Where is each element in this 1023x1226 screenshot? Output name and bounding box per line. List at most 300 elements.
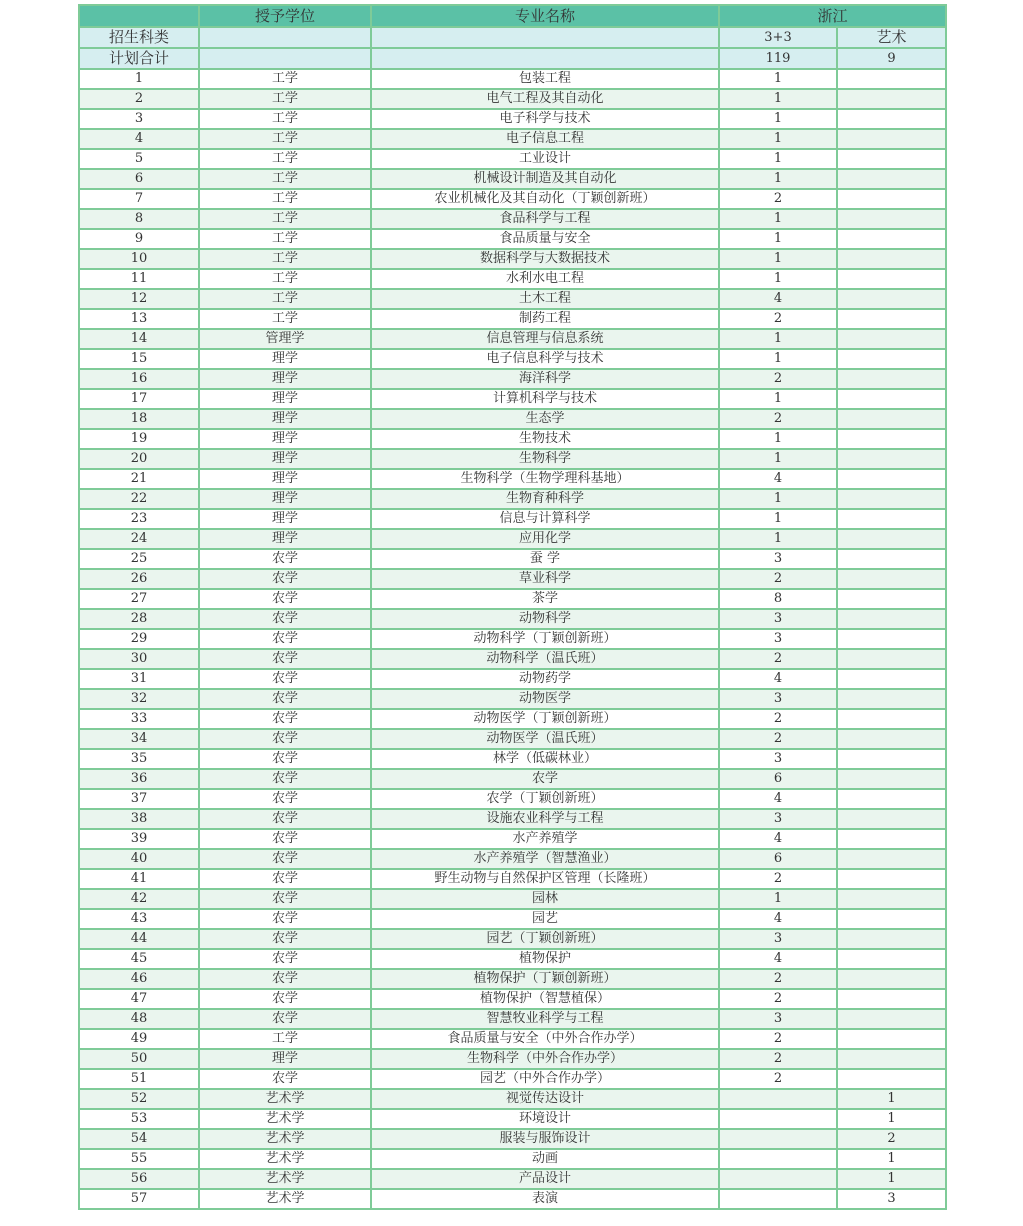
row-number: 28 [79, 609, 199, 629]
row-number: 33 [79, 709, 199, 729]
row-degree: 艺术学 [199, 1109, 371, 1129]
table-row [79, 469, 946, 489]
row-number: 51 [79, 1069, 199, 1089]
row-number: 17 [79, 389, 199, 409]
row-degree: 工学 [199, 129, 371, 149]
row-degree: 农学 [199, 769, 371, 789]
header-cell-major: 专业名称 [371, 5, 719, 27]
row-number: 3 [79, 109, 199, 129]
table-row [79, 1189, 946, 1209]
row-number: 56 [79, 1169, 199, 1189]
table-row [79, 669, 946, 689]
table-row [79, 629, 946, 649]
row-quota-33: 1 [719, 889, 837, 909]
row-quota-33: 3 [719, 929, 837, 949]
row-quota-33: 1 [719, 109, 837, 129]
table-row [79, 429, 946, 449]
row-quota-33 [719, 1189, 837, 1209]
row-quota-art [837, 869, 946, 889]
row-quota-33: 1 [719, 329, 837, 349]
row-major: 视觉传达设计 [371, 1089, 719, 1109]
row-number: 40 [79, 849, 199, 869]
row-degree: 艺术学 [199, 1129, 371, 1149]
row-major: 水利水电工程 [371, 269, 719, 289]
row-degree: 农学 [199, 809, 371, 829]
row-quota-art [837, 549, 946, 569]
table-row [79, 789, 946, 809]
row-number: 18 [79, 409, 199, 429]
row-degree: 农学 [199, 629, 371, 649]
row-quota-art [837, 389, 946, 409]
row-major: 信息管理与信息系统 [371, 329, 719, 349]
row-number: 34 [79, 729, 199, 749]
row-degree: 农学 [199, 789, 371, 809]
row-degree: 理学 [199, 349, 371, 369]
row-quota-33: 4 [719, 949, 837, 969]
table-row [79, 1069, 946, 1089]
row-major: 动物科学（丁颖创新班） [371, 629, 719, 649]
row-number: 55 [79, 1149, 199, 1169]
table-row [79, 449, 946, 469]
table-row [79, 1029, 946, 1049]
table-row [79, 1129, 946, 1149]
category-degree-blank [199, 27, 371, 48]
category-major-blank [371, 27, 719, 48]
row-degree: 理学 [199, 509, 371, 529]
row-major: 制药工程 [371, 309, 719, 329]
row-quota-art [837, 249, 946, 269]
row-quota-33: 3 [719, 809, 837, 829]
table-row [79, 609, 946, 629]
table-row [79, 389, 946, 409]
row-quota-art [837, 289, 946, 309]
row-quota-art [837, 329, 946, 349]
row-degree: 农学 [199, 949, 371, 969]
row-quota-33: 4 [719, 669, 837, 689]
table-row [79, 989, 946, 1009]
row-number: 35 [79, 749, 199, 769]
row-degree: 农学 [199, 829, 371, 849]
row-quota-art [837, 829, 946, 849]
row-major: 信息与计算科学 [371, 509, 719, 529]
row-degree: 农学 [199, 729, 371, 749]
row-major: 土木工程 [371, 289, 719, 309]
row-major: 动物药学 [371, 669, 719, 689]
row-degree: 农学 [199, 929, 371, 949]
row-quota-art [837, 89, 946, 109]
row-quota-art [837, 69, 946, 89]
row-quota-art [837, 989, 946, 1009]
row-major: 园艺 [371, 909, 719, 929]
row-degree: 理学 [199, 429, 371, 449]
row-quota-art [837, 189, 946, 209]
row-quota-art [837, 429, 946, 449]
table-row [79, 409, 946, 429]
row-major: 园艺（中外合作办学） [371, 1069, 719, 1089]
row-degree: 理学 [199, 469, 371, 489]
row-quota-art [837, 849, 946, 869]
row-major: 电子信息科学与技术 [371, 349, 719, 369]
row-quota-33: 1 [719, 249, 837, 269]
category-label: 招生科类 [79, 27, 199, 48]
table-row [79, 809, 946, 829]
row-quota-33: 2 [719, 1029, 837, 1049]
row-number: 52 [79, 1089, 199, 1109]
row-degree: 工学 [199, 149, 371, 169]
row-quota-33: 1 [719, 69, 837, 89]
row-number: 47 [79, 989, 199, 1009]
row-quota-art [837, 789, 946, 809]
table-row [79, 849, 946, 869]
row-number: 50 [79, 1049, 199, 1069]
row-degree: 工学 [199, 249, 371, 269]
row-quota-art [837, 529, 946, 549]
row-major: 林学（低碳林业） [371, 749, 719, 769]
row-quota-art [837, 309, 946, 329]
row-major: 服装与服饰设计 [371, 1129, 719, 1149]
row-number: 6 [79, 169, 199, 189]
table-row [79, 1169, 946, 1189]
row-quota-33: 4 [719, 469, 837, 489]
row-number: 11 [79, 269, 199, 289]
row-quota-33 [719, 1109, 837, 1129]
table-header-row [79, 5, 946, 27]
row-major: 应用化学 [371, 529, 719, 549]
row-degree: 理学 [199, 369, 371, 389]
row-number: 20 [79, 449, 199, 469]
row-degree: 农学 [199, 549, 371, 569]
row-number: 43 [79, 909, 199, 929]
row-number: 30 [79, 649, 199, 669]
row-degree: 工学 [199, 269, 371, 289]
table-row [79, 1149, 946, 1169]
row-number: 25 [79, 549, 199, 569]
table-row [79, 229, 946, 249]
table-row [79, 589, 946, 609]
row-quota-33: 3 [719, 629, 837, 649]
row-degree: 农学 [199, 969, 371, 989]
row-quota-33: 1 [719, 529, 837, 549]
row-degree: 农学 [199, 749, 371, 769]
row-major: 动物医学 [371, 689, 719, 709]
row-quota-33 [719, 1149, 837, 1169]
row-degree: 艺术学 [199, 1189, 371, 1209]
table-row [79, 829, 946, 849]
row-quota-33: 1 [719, 449, 837, 469]
row-quota-33: 4 [719, 829, 837, 849]
row-degree: 农学 [199, 649, 371, 669]
row-number: 14 [79, 329, 199, 349]
row-quota-art [837, 649, 946, 669]
table-row [79, 529, 946, 549]
row-quota-33: 1 [719, 269, 837, 289]
row-number: 2 [79, 89, 199, 109]
row-quota-33: 2 [719, 869, 837, 889]
row-degree: 工学 [199, 309, 371, 329]
row-number: 19 [79, 429, 199, 449]
enrollment-plan-table-container [78, 4, 945, 1210]
row-quota-33 [719, 1169, 837, 1189]
row-major: 海洋科学 [371, 369, 719, 389]
row-quota-art: 1 [837, 1169, 946, 1189]
row-major: 食品科学与工程 [371, 209, 719, 229]
row-quota-art [837, 669, 946, 689]
row-number: 22 [79, 489, 199, 509]
row-quota-33: 3 [719, 609, 837, 629]
row-major: 动物科学（温氏班） [371, 649, 719, 669]
row-major: 生物科学（中外合作办学） [371, 1049, 719, 1069]
row-major: 草业科学 [371, 569, 719, 589]
row-quota-art [837, 749, 946, 769]
row-quota-33: 1 [719, 229, 837, 249]
row-degree: 工学 [199, 69, 371, 89]
row-quota-art [837, 409, 946, 429]
row-number: 4 [79, 129, 199, 149]
row-major: 食品质量与安全 [371, 229, 719, 249]
row-major: 农学 [371, 769, 719, 789]
row-number: 24 [79, 529, 199, 549]
table-row [79, 149, 946, 169]
row-major: 生物育种科学 [371, 489, 719, 509]
row-number: 39 [79, 829, 199, 849]
row-major: 植物保护（智慧植保） [371, 989, 719, 1009]
row-quota-art [837, 169, 946, 189]
row-degree: 管理学 [199, 329, 371, 349]
table-row [79, 969, 946, 989]
row-degree: 农学 [199, 869, 371, 889]
row-quota-33: 2 [719, 369, 837, 389]
header-cell-blank [79, 5, 199, 27]
row-number: 29 [79, 629, 199, 649]
total-major-blank [371, 48, 719, 69]
table-row [79, 89, 946, 109]
row-number: 5 [79, 149, 199, 169]
row-quota-33: 2 [719, 709, 837, 729]
row-number: 31 [79, 669, 199, 689]
enrollment-plan-table [78, 4, 947, 1210]
table-row [79, 1089, 946, 1109]
row-major: 动物医学（丁颖创新班） [371, 709, 719, 729]
row-number: 42 [79, 889, 199, 909]
row-major: 水产养殖学 [371, 829, 719, 849]
row-number: 27 [79, 589, 199, 609]
row-degree: 理学 [199, 1049, 371, 1069]
row-major: 包装工程 [371, 69, 719, 89]
row-number: 10 [79, 249, 199, 269]
row-quota-art [837, 489, 946, 509]
row-major: 机械设计制造及其自动化 [371, 169, 719, 189]
row-major: 计算机科学与技术 [371, 389, 719, 409]
row-major: 动物医学（温氏班） [371, 729, 719, 749]
row-major: 植物保护（丁颖创新班） [371, 969, 719, 989]
table-row [79, 169, 946, 189]
row-degree: 农学 [199, 889, 371, 909]
row-number: 1 [79, 69, 199, 89]
row-degree: 理学 [199, 409, 371, 429]
row-quota-art [837, 709, 946, 729]
table-row [79, 109, 946, 129]
row-number: 49 [79, 1029, 199, 1049]
row-quota-art: 1 [837, 1109, 946, 1129]
row-quota-33: 2 [719, 969, 837, 989]
table-row [79, 749, 946, 769]
row-number: 48 [79, 1009, 199, 1029]
row-major: 环境设计 [371, 1109, 719, 1129]
row-quota-art [837, 629, 946, 649]
row-number: 45 [79, 949, 199, 969]
table-row [79, 929, 946, 949]
row-number: 44 [79, 929, 199, 949]
row-quota-33: 2 [719, 189, 837, 209]
row-number: 41 [79, 869, 199, 889]
row-major: 植物保护 [371, 949, 719, 969]
table-row [79, 1009, 946, 1029]
row-number: 38 [79, 809, 199, 829]
row-quota-art [837, 369, 946, 389]
total-row [79, 48, 946, 69]
row-degree: 农学 [199, 709, 371, 729]
row-quota-33: 2 [719, 569, 837, 589]
row-degree: 理学 [199, 389, 371, 409]
total-33: 119 [719, 48, 837, 69]
row-number: 53 [79, 1109, 199, 1129]
row-major: 设施农业科学与工程 [371, 809, 719, 829]
row-major: 农学（丁颖创新班） [371, 789, 719, 809]
row-major: 生物技术 [371, 429, 719, 449]
row-number: 46 [79, 969, 199, 989]
row-quota-33: 4 [719, 789, 837, 809]
table-row [79, 1049, 946, 1069]
row-quota-33: 1 [719, 149, 837, 169]
table-row [79, 329, 946, 349]
row-quota-art [837, 969, 946, 989]
row-number: 16 [79, 369, 199, 389]
row-quota-33: 1 [719, 509, 837, 529]
row-quota-33: 2 [719, 1069, 837, 1089]
row-quota-33: 6 [719, 769, 837, 789]
table-row [79, 569, 946, 589]
row-quota-art [837, 109, 946, 129]
row-degree: 农学 [199, 669, 371, 689]
row-quota-33: 1 [719, 429, 837, 449]
row-quota-33: 3 [719, 689, 837, 709]
row-quota-art [837, 349, 946, 369]
table-row [79, 649, 946, 669]
row-quota-art [837, 509, 946, 529]
table-row [79, 709, 946, 729]
row-degree: 工学 [199, 169, 371, 189]
row-quota-33: 1 [719, 349, 837, 369]
total-label: 计划合计 [79, 48, 199, 69]
row-quota-art [837, 129, 946, 149]
row-number: 13 [79, 309, 199, 329]
row-quota-art [837, 929, 946, 949]
row-degree: 理学 [199, 489, 371, 509]
row-quota-33: 2 [719, 409, 837, 429]
row-quota-33: 2 [719, 989, 837, 1009]
row-quota-33: 1 [719, 129, 837, 149]
row-degree: 工学 [199, 1029, 371, 1049]
row-major: 产品设计 [371, 1169, 719, 1189]
table-row [79, 369, 946, 389]
row-number: 8 [79, 209, 199, 229]
table-row [79, 1109, 946, 1129]
row-major: 水产养殖学（智慧渔业） [371, 849, 719, 869]
row-number: 32 [79, 689, 199, 709]
table-row [79, 889, 946, 909]
table-row [79, 129, 946, 149]
row-degree: 农学 [199, 989, 371, 1009]
row-major: 电气工程及其自动化 [371, 89, 719, 109]
category-type-33: 3+3 [719, 27, 837, 48]
table-row [79, 909, 946, 929]
table-row [79, 869, 946, 889]
row-major: 表演 [371, 1189, 719, 1209]
row-degree: 工学 [199, 209, 371, 229]
table-row [79, 189, 946, 209]
row-number: 37 [79, 789, 199, 809]
row-major: 动物科学 [371, 609, 719, 629]
row-quota-33: 1 [719, 89, 837, 109]
table-row [79, 209, 946, 229]
row-quota-art [837, 449, 946, 469]
row-quota-33: 1 [719, 489, 837, 509]
row-major: 智慧牧业科学与工程 [371, 1009, 719, 1029]
row-major: 电子信息工程 [371, 129, 719, 149]
row-degree: 农学 [199, 569, 371, 589]
table-row [79, 269, 946, 289]
row-number: 7 [79, 189, 199, 209]
row-quota-33: 6 [719, 849, 837, 869]
row-quota-art: 1 [837, 1149, 946, 1169]
row-quota-art [837, 1029, 946, 1049]
row-number: 36 [79, 769, 199, 789]
row-major: 园林 [371, 889, 719, 909]
row-quota-art [837, 1069, 946, 1089]
row-major: 工业设计 [371, 149, 719, 169]
row-quota-art [837, 1049, 946, 1069]
table-row [79, 689, 946, 709]
row-degree: 工学 [199, 109, 371, 129]
row-quota-art [837, 149, 946, 169]
row-quota-33: 3 [719, 749, 837, 769]
table-row [79, 549, 946, 569]
row-degree: 农学 [199, 609, 371, 629]
row-quota-art [837, 909, 946, 929]
row-degree: 理学 [199, 449, 371, 469]
row-quota-art [837, 609, 946, 629]
row-number: 23 [79, 509, 199, 529]
row-quota-art [837, 949, 946, 969]
row-number: 9 [79, 229, 199, 249]
row-major: 生物科学 [371, 449, 719, 469]
row-quota-33: 4 [719, 909, 837, 929]
row-degree: 艺术学 [199, 1149, 371, 1169]
row-quota-33: 2 [719, 729, 837, 749]
row-quota-art [837, 469, 946, 489]
total-degree-blank [199, 48, 371, 69]
row-quota-art: 1 [837, 1089, 946, 1109]
row-quota-33: 1 [719, 209, 837, 229]
row-degree: 农学 [199, 1009, 371, 1029]
row-number: 15 [79, 349, 199, 369]
row-degree: 农学 [199, 589, 371, 609]
row-quota-art [837, 809, 946, 829]
row-major: 生态学 [371, 409, 719, 429]
row-major: 蚕 学 [371, 549, 719, 569]
row-quota-art [837, 689, 946, 709]
table-body [79, 69, 946, 1209]
